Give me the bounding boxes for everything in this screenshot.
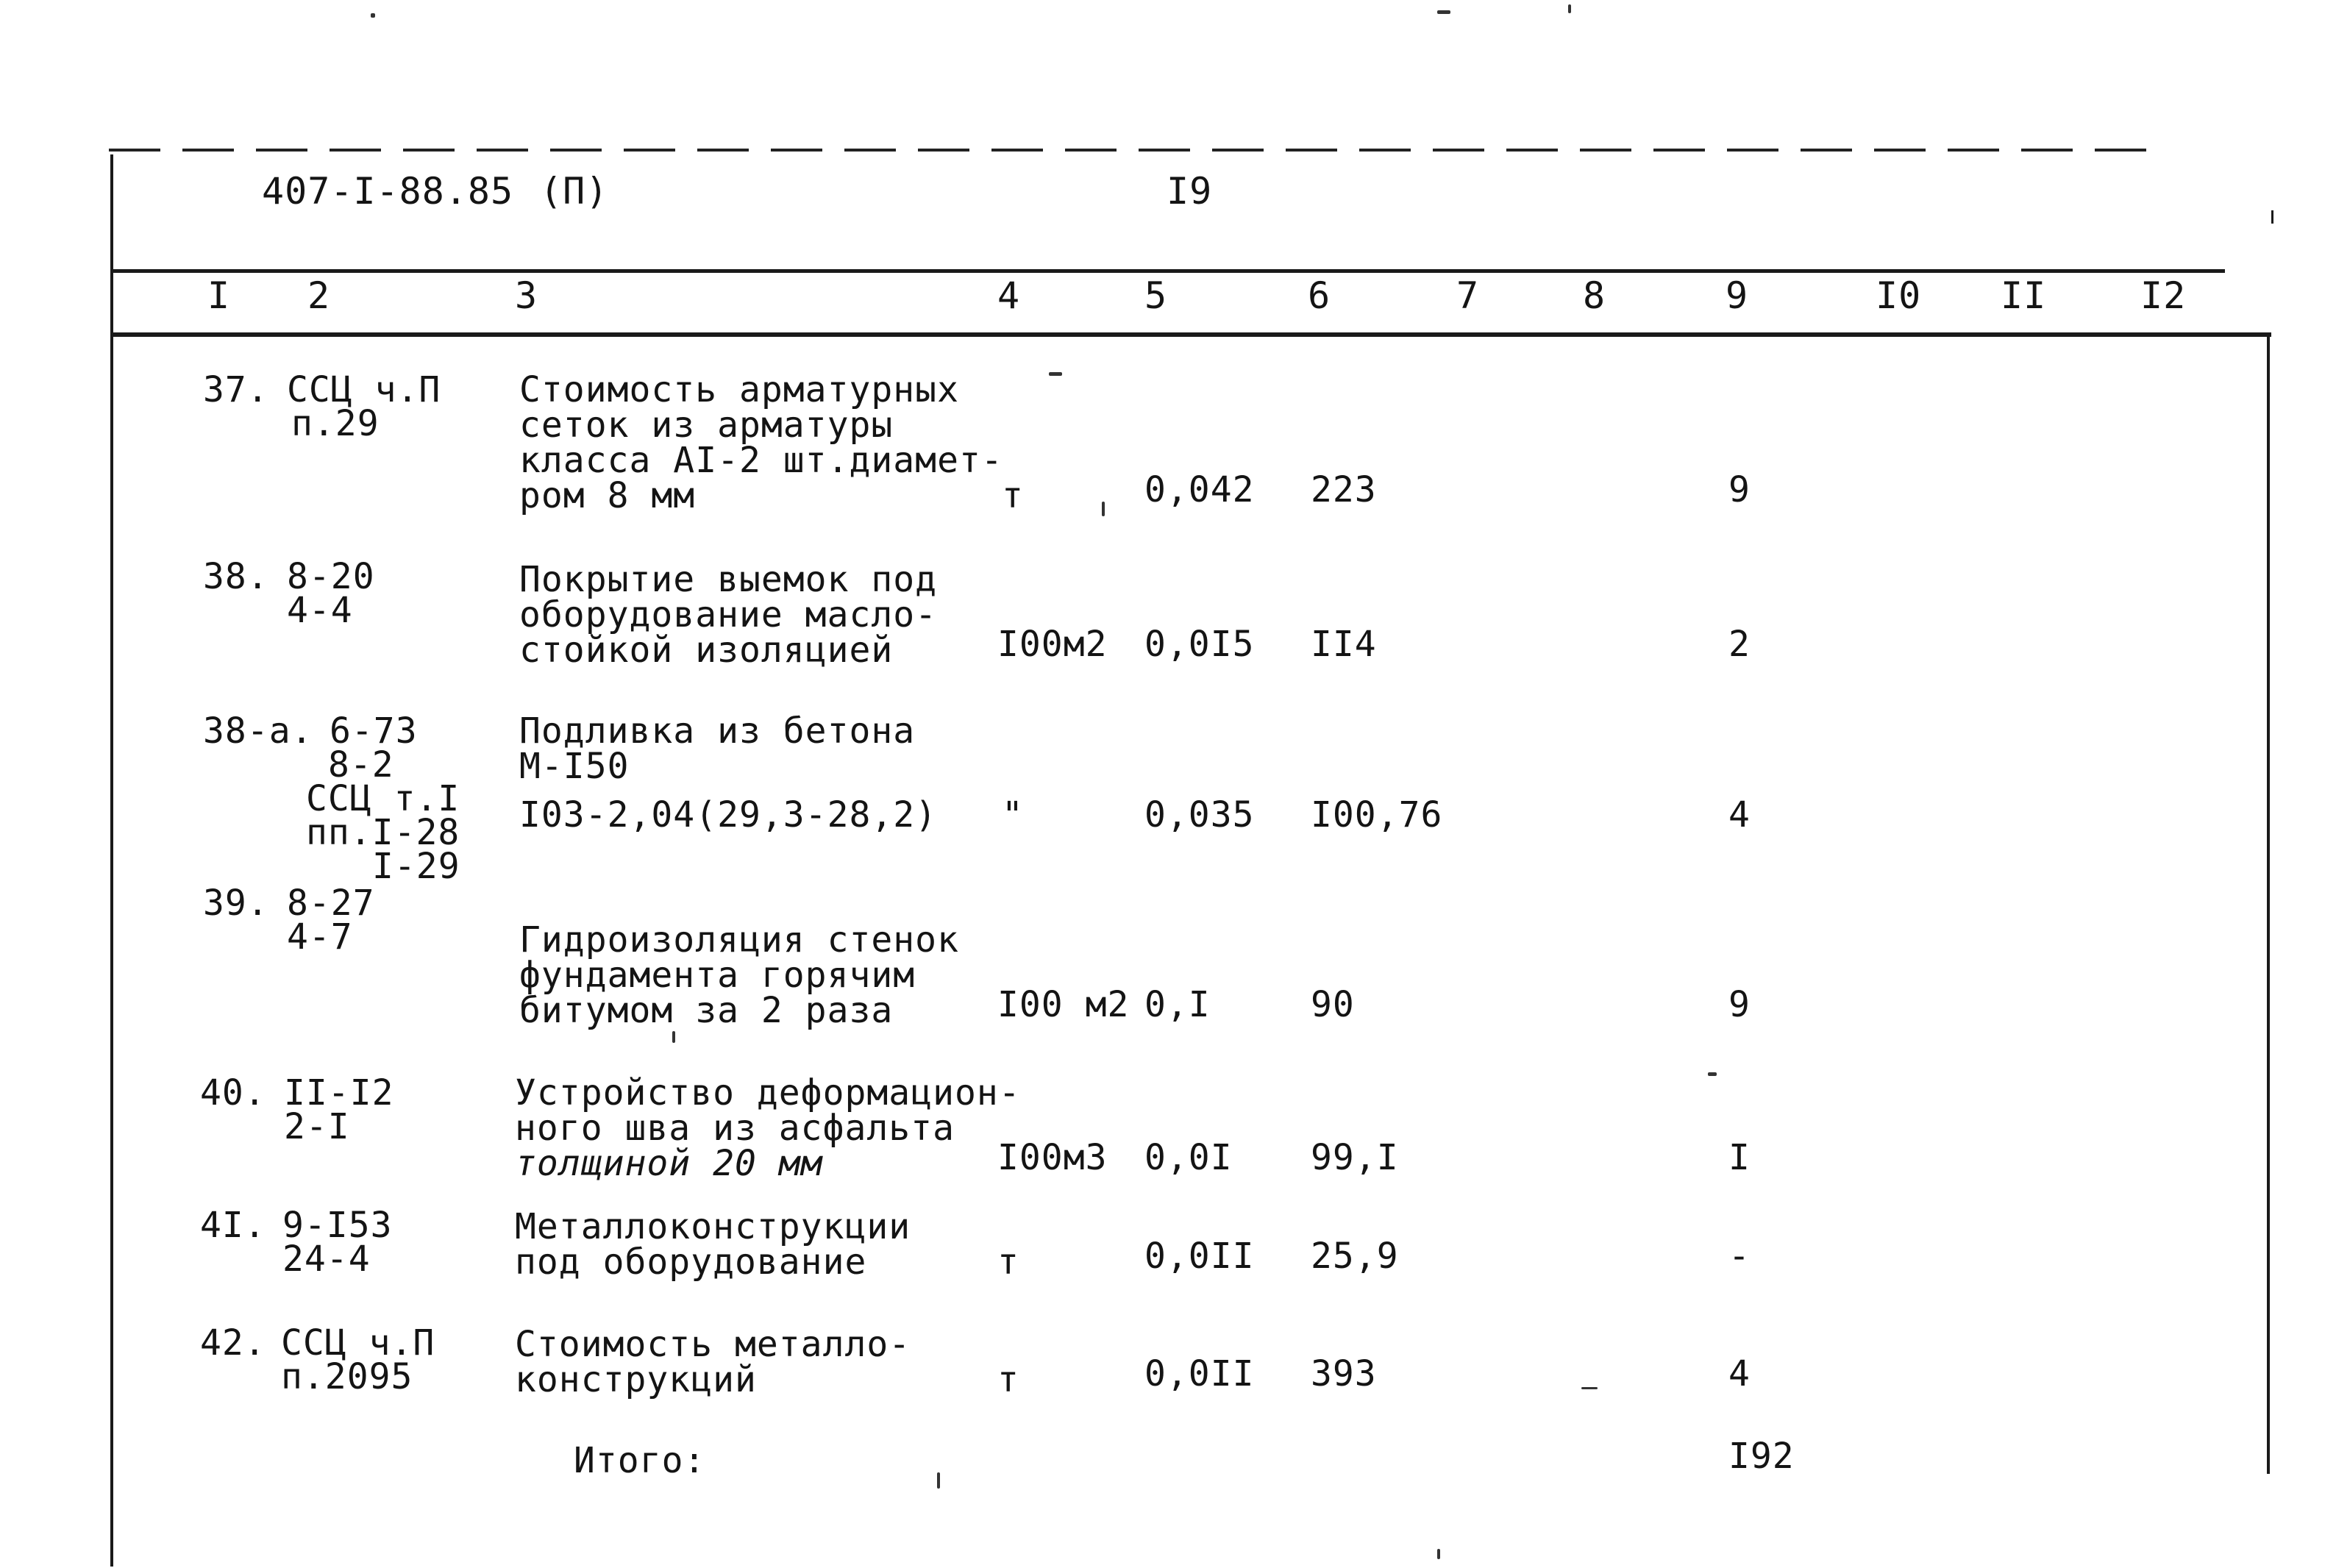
unit-of-measure: I00м3 — [997, 1137, 1108, 1178]
scan-speck — [371, 13, 375, 18]
column-number: I0 — [1876, 274, 1922, 317]
total-value: - — [1728, 1236, 1751, 1277]
quantity: 0,0II — [1144, 1236, 1255, 1277]
norm-code-line: ССЦ ч.П — [281, 1322, 435, 1364]
column-number: 6 — [1308, 274, 1331, 317]
quantity: 0,0I5 — [1144, 624, 1255, 665]
work-description-line: сеток из арматуры — [519, 405, 894, 446]
document-code: 407-I-88.85 — [262, 170, 514, 213]
norm-code-line: 8-2 — [328, 744, 394, 785]
row-number: 38-а. — [203, 710, 313, 752]
unit-price: 99,I — [1311, 1137, 1399, 1178]
norm-code-line: 8-20 — [287, 556, 375, 597]
unit-price: 90 — [1311, 984, 1355, 1025]
column-number: 4 — [997, 274, 1021, 317]
column-number: 5 — [1144, 274, 1168, 317]
work-description-line: Подливка из бетона — [519, 710, 916, 752]
header-bottom-rule — [110, 332, 2271, 337]
row-number: 37. — [203, 369, 269, 410]
work-description-line: под оборудование — [515, 1241, 867, 1283]
scan-speck — [1581, 1387, 1598, 1389]
total-value: 9 — [1728, 984, 1751, 1025]
top-frame-line — [109, 149, 2168, 152]
scan-speck — [1708, 1072, 1717, 1076]
unit-price: 25,9 — [1311, 1236, 1399, 1277]
grand-total-value: I92 — [1728, 1436, 1795, 1477]
quantity: 0,0I — [1144, 1137, 1233, 1178]
column-number: I2 — [2140, 274, 2187, 317]
work-description-line: фундамента горячим — [519, 955, 916, 996]
unit-of-measure: т — [997, 1241, 1019, 1283]
right-frame-line — [2267, 335, 2270, 1474]
column-number: I — [207, 274, 231, 317]
unit-of-measure: I00м2 — [997, 624, 1108, 665]
scan-speck — [1437, 10, 1450, 14]
row-number: 4I. — [200, 1205, 266, 1246]
work-description-line: оборудование масло- — [519, 594, 938, 635]
scan-speck — [1102, 502, 1105, 516]
work-description-line: Стоимость металло- — [515, 1324, 911, 1365]
column-number: 7 — [1456, 274, 1480, 317]
scan-speck — [1568, 4, 1571, 13]
norm-code-line: 9-I53 — [282, 1205, 393, 1246]
norm-code-line: 2-I — [284, 1106, 350, 1147]
work-description-line: Покрытие выемок под — [519, 559, 938, 600]
document-part: (П) — [540, 170, 609, 213]
unit-of-measure: т — [997, 1359, 1019, 1400]
work-description-line: толщиной 20 мм — [515, 1143, 823, 1184]
norm-code-line: 4-4 — [287, 590, 353, 631]
work-description-line: Устройство деформацион- — [515, 1072, 1021, 1113]
unit-price: II4 — [1311, 624, 1377, 665]
unit-price: 223 — [1311, 469, 1377, 510]
norm-code-line: ССЦ ч.П — [287, 369, 441, 410]
unit-of-measure: т — [1002, 475, 1024, 516]
total-value: I — [1728, 1137, 1751, 1178]
quantity: 0,0II — [1144, 1353, 1255, 1394]
norm-code-line: 6-73 — [330, 710, 418, 752]
unit-of-measure: I00 м2 — [997, 984, 1130, 1025]
work-description-line: М-I50 — [519, 746, 630, 787]
norm-code-line: I-29 — [372, 846, 460, 887]
scan-speck — [1437, 1549, 1440, 1559]
scan-speck — [672, 1031, 675, 1043]
grand-total-label: Итого: — [574, 1440, 706, 1481]
row-number: 39. — [203, 883, 269, 924]
work-description-line: Стоимость арматурных — [519, 369, 959, 410]
norm-code-line: 8-27 — [287, 883, 375, 924]
norm-code-line: п.29 — [291, 403, 380, 444]
work-description-line: ром 8 мм — [519, 475, 696, 516]
column-number: 2 — [307, 274, 331, 317]
column-number: 9 — [1726, 274, 1749, 317]
scan-speck — [1049, 372, 1062, 376]
column-number: 3 — [515, 274, 538, 317]
column-number: 8 — [1583, 274, 1606, 317]
left-frame-line — [110, 154, 113, 1567]
column-number: II — [2001, 274, 2047, 317]
work-description-line: стойкой изоляцией — [519, 630, 894, 671]
total-value: 4 — [1728, 794, 1751, 835]
norm-code-line: II-I2 — [284, 1072, 394, 1113]
total-value: 2 — [1728, 624, 1751, 665]
work-description-line: Гидроизоляция стенок — [519, 919, 959, 961]
work-description-line: класса АI-2 шт.диамет- — [519, 440, 1003, 481]
edge-mark — [2271, 210, 2273, 224]
work-description-line: конструкций — [515, 1359, 757, 1400]
page-number: I9 — [1167, 170, 1213, 213]
unit-price: 393 — [1311, 1353, 1377, 1394]
norm-code-line: 24-4 — [282, 1239, 371, 1280]
header-top-rule — [110, 269, 2225, 273]
row-number: 40. — [200, 1072, 266, 1113]
quantity: 0,042 — [1144, 469, 1255, 510]
work-description-line: ного шва из асфальта — [515, 1108, 955, 1149]
total-value: 9 — [1728, 469, 1751, 510]
norm-code-line: ССЦ т.I — [306, 778, 460, 819]
unit-of-measure: " — [1002, 794, 1024, 835]
scan-speck — [937, 1472, 940, 1489]
work-description-line: битумом за 2 раза — [519, 990, 894, 1031]
work-description-line: I03-2,04(29,3-28,2) — [519, 794, 938, 835]
work-description-line: Металлоконструкции — [515, 1206, 911, 1247]
row-number: 38. — [203, 556, 269, 597]
quantity: 0,I — [1144, 984, 1211, 1025]
total-value: 4 — [1728, 1353, 1751, 1394]
norm-code-line: п.2095 — [281, 1356, 413, 1397]
norm-code-line: пп.I-28 — [306, 812, 460, 853]
row-number: 42. — [200, 1322, 266, 1364]
unit-price: I00,76 — [1311, 794, 1443, 835]
quantity: 0,035 — [1144, 794, 1255, 835]
norm-code-line: 4-7 — [287, 916, 353, 958]
